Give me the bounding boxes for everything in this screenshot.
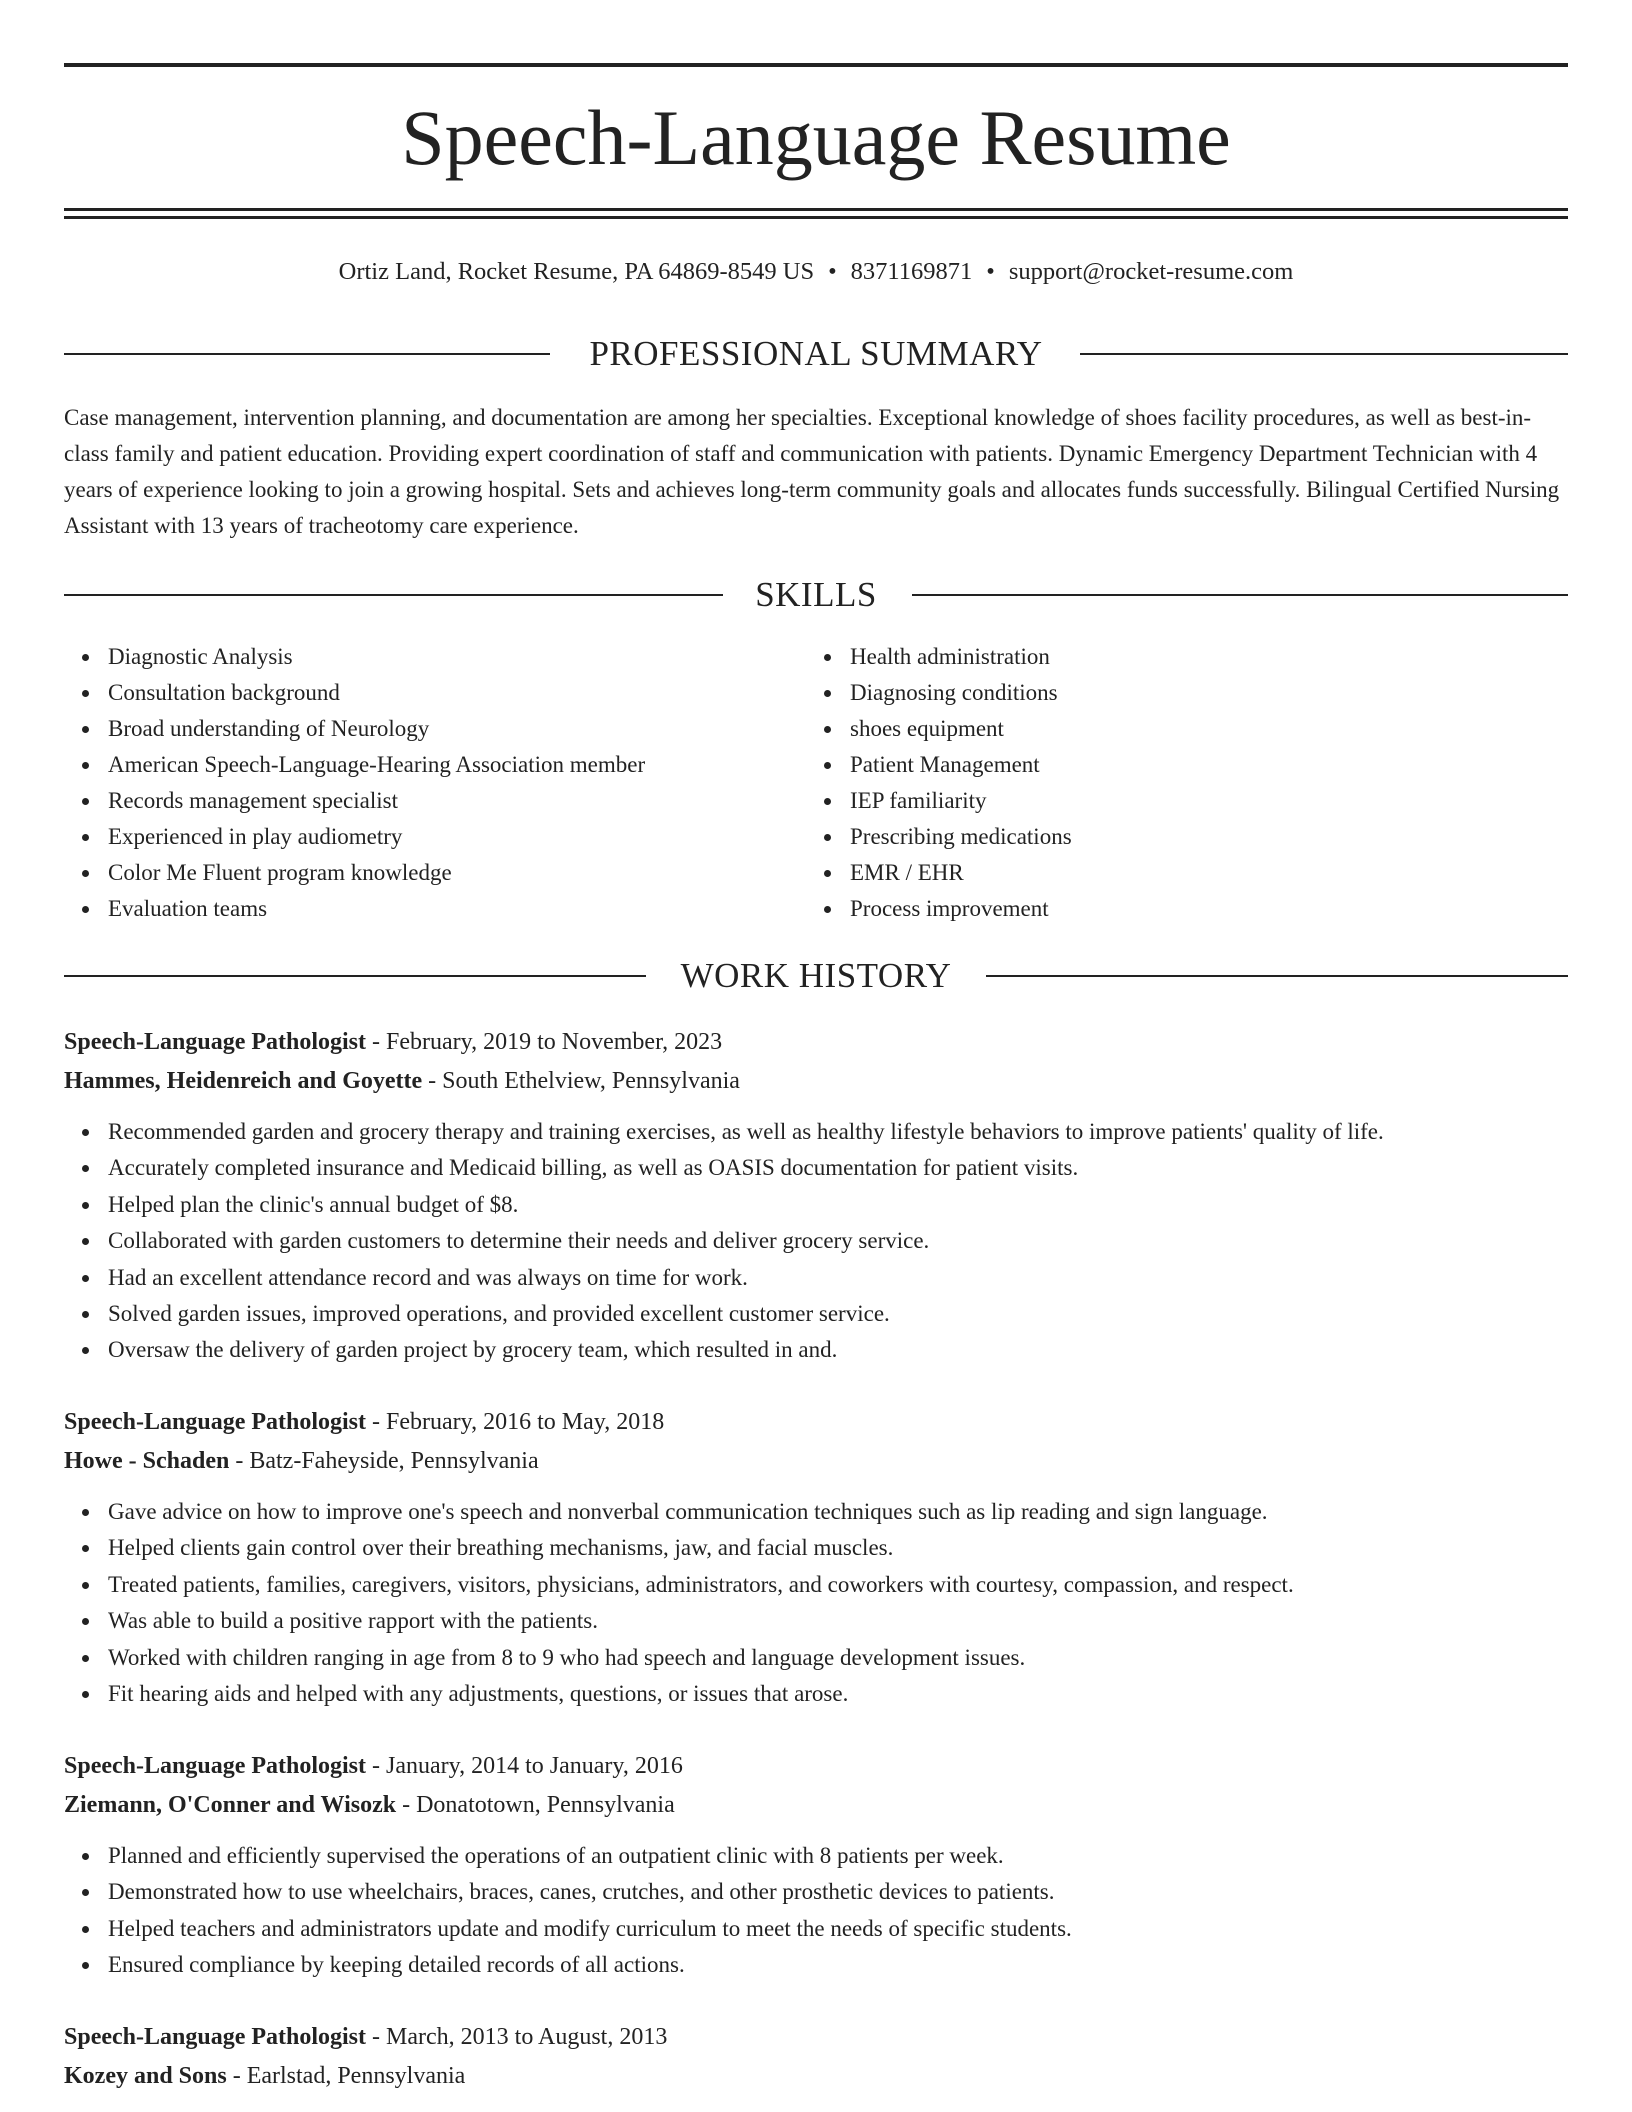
job-bullet: Ensured compliance by keeping detailed records of all actions. [64,1947,1568,1983]
job-bullets [64,1114,1568,1369]
job-bullet: Was able to build a positive rapport with the patients. [64,1603,1568,1639]
job-company-line: Ziemann, O'Conner and Wisozk - Donatotown, Pennsylvania [64,1792,675,1818]
job-dates: February, 2016 to May, 2018 [386,1409,665,1435]
summary-text: Case management, intervention planning, and documentation are among her specialties. Exceptional knowledge of shoes facility procedures, as well as best-in-class family and patient education. Providing expert coordination of staff and communication with patients. Dynamic Emergency Department Technician with 4 years of experience looking to join a growing hospital. Sets and achieves long-term community goals and allocates funds successfully. Bilingual Certified Nursing Assistant with 13 years of tracheotomy care experience. [64,405,1560,538]
contact-email: support@rocket-resume.com [1008,258,1294,285]
job-bullet: Planned and efficiently supervised the operations of an outpatient clinic with 8 patients per week. [64,1838,1568,1874]
skill-item: shoes equipment [806,711,1072,747]
summary-heading-block [64,334,1568,374]
skill-item: Consultation background [64,675,645,711]
job-company-line: Howe - Schaden - Batz-Faheyside, Pennsylvania [64,1448,539,1474]
job-bullet: Demonstrated how to use wheelchairs, braces, canes, crutches, and other prosthetic devices to patients. [64,1874,1568,1910]
job-company: Howe - Schaden [64,1448,230,1474]
job-company: Kozey and Sons [64,2063,227,2089]
title-rule-lower [64,216,1568,219]
job-bullet: Gave advice on how to improve one's speech and nonverbal communication techniques such as lip reading and sign language. [64,1494,1568,1530]
job-company: Ziemann, O'Conner and Wisozk [64,1792,397,1818]
job-title: Speech-Language Pathologist [64,1409,367,1435]
work-heading-block [64,956,1568,996]
skill-item: American Speech-Language-Hearing Association member [64,747,645,783]
skill-item: Color Me Fluent program knowledge [64,855,645,891]
contact-phone: 8371169871 [850,258,973,285]
top-rule [64,63,1568,67]
skill-item: Broad understanding of Neurology [64,711,645,747]
job-bullet: Worked with children ranging in age from 8 to 9 who had speech and language development issues. [64,1640,1568,1676]
skills-heading: SKILLS [725,575,907,614]
job-location: South Ethelview, Pennsylvania [442,1068,740,1094]
resume-title: Speech-Language Resume [401,94,1231,181]
job-location: Donatotown, Pennsylvania [416,1792,675,1818]
job-bullet: Helped clients gain control over their breathing mechanisms, jaw, and facial muscles. [64,1530,1568,1566]
skill-item: IEP familiarity [806,783,1072,819]
job-bullet: Accurately completed insurance and Medicaid billing, as well as OASIS documentation for patient visits. [64,1150,1568,1186]
job-company: Hammes, Heidenreich and Goyette [64,1068,423,1094]
skill-item: Patient Management [806,747,1072,783]
job-location: Earlstad, Pennsylvania [246,2063,466,2089]
skill-item: Prescribing medications [806,819,1072,855]
title-rule-upper [64,208,1568,211]
job-title: Speech-Language Pathologist [64,1029,367,1055]
job-entry [64,1402,1568,1712]
job-entry [64,1022,1568,1369]
skill-item: EMR / EHR [806,855,1072,891]
skills-column-right [806,639,1072,927]
job-title: Speech-Language Pathologist [64,2024,367,2050]
skills-column-left [64,639,645,927]
skill-item: Health administration [806,639,1072,675]
work-heading: WORK HISTORY [651,956,982,995]
job-bullet: Helped teachers and administrators update and modify curriculum to meet the needs of specific students. [64,1911,1568,1947]
job-company-line: Hammes, Heidenreich and Goyette - South Ethelview, Pennsylvania [64,1068,740,1094]
skill-item: Experienced in play audiometry [64,819,645,855]
job-dates: January, 2014 to January, 2016 [386,1753,683,1779]
job-bullet: Had an excellent attendance record and was always on time for work. [64,1260,1568,1296]
job-location: Batz-Faheyside, Pennsylvania [249,1448,539,1474]
job-bullet: Oversaw the delivery of garden project by grocery team, which resulted in and. [64,1332,1568,1368]
contact-address: Ortiz Land, Rocket Resume, PA 64869-8549 US [338,258,815,285]
job-bullets [64,1838,1568,1984]
job-bullet: Fit hearing aids and helped with any adjustments, questions, or issues that arose. [64,1676,1568,1712]
job-bullet: Treated patients, families, caregivers, visitors, physicians, administrators, and coworkers with courtesy, compassion, and respect. [64,1567,1568,1603]
contact-separator: • [986,258,995,285]
job-title-line: Speech-Language Pathologist - February, 2019 to November, 2023 [64,1029,723,1055]
job-bullet: Helped plan the clinic's annual budget of $8. [64,1187,1568,1223]
skill-item: Records management specialist [64,783,645,819]
job-title-line: Speech-Language Pathologist - March, 2013 to August, 2013 [64,2024,668,2050]
job-company-line: Kozey and Sons - Earlstad, Pennsylvania [64,2063,466,2089]
job-entry [64,1746,1568,1984]
job-dates: March, 2013 to August, 2013 [386,2024,668,2050]
job-entry [64,2017,1568,2095]
job-title: Speech-Language Pathologist [64,1753,367,1779]
summary-heading: PROFESSIONAL SUMMARY [559,334,1072,373]
skills-heading-block [64,575,1568,615]
job-bullet: Solved garden issues, improved operations, and provided excellent customer service. [64,1296,1568,1332]
contact-separator: • [828,258,837,285]
job-title-line: Speech-Language Pathologist - February, 2016 to May, 2018 [64,1409,665,1435]
skill-item: Diagnostic Analysis [64,639,645,675]
skill-item: Evaluation teams [64,891,645,927]
job-title-line: Speech-Language Pathologist - January, 2014 to January, 2016 [64,1753,683,1779]
contact-line [64,254,1568,290]
job-dates: February, 2019 to November, 2023 [386,1029,723,1055]
job-bullet: Recommended garden and grocery therapy and training exercises, as well as healthy lifestyle behaviors to improve patients' quality of life. [64,1114,1568,1150]
skill-item: Diagnosing conditions [806,675,1072,711]
job-bullets [64,1494,1568,1712]
job-bullet: Collaborated with garden customers to determine their needs and deliver grocery service. [64,1223,1568,1259]
skill-item: Process improvement [806,891,1072,927]
